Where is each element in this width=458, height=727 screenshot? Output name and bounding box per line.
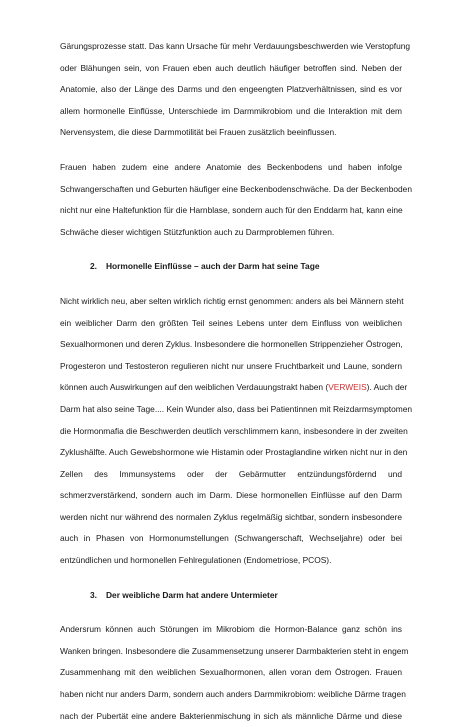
paragraph-pelvic-floor (60, 157, 412, 243)
text-line: die Hormonmafia die Beschwerden deutlich verschlimmern kann, insbesondere in der zweiten (60, 425, 408, 436)
text-line: Nicht wirklich neu, aber selten wirklich richtig ernst genommen: anders als bei Männern steht (60, 295, 404, 306)
text-line: nach der Pubertät eine andere Bakterienmischung in sich als männliche Därme und diese (60, 710, 402, 721)
text-line: werden nicht nur während des normalen Zyklus regelmäßig sichtbar, sondern insbesondere (60, 511, 402, 522)
text-line: entzündlichen und hormonellen Fehlregulationen (Endometriose, PCOS). (60, 555, 332, 566)
text-line: Andersrum können auch Störungen im Mikrobiom die Hormon-Balance ganz schön ins (60, 624, 402, 635)
text-line: schmerzverstärkend, sondern auch im Darm. Diese hormonellen Einflüsse auf den Darm (60, 490, 402, 501)
section-title: Hormonelle Einflüsse – auch der Darm hat seine Tage (106, 261, 320, 272)
paragraph-digestion (60, 36, 411, 144)
text-line: ein weiblicher Darm den größten Teil seines Lebens unter dem Einfluss von weiblichen (60, 317, 402, 328)
text-line: Schwäche dieser wichtigen Stützfunktion auch zu Darmproblemen führen. (60, 226, 335, 237)
text-line: Wanken bringen. Insbesondere die Zusammensetzung unserer Darmbakterien steht in engem (60, 645, 409, 656)
text-line: Progesteron und Testosteron regulieren nicht nur unsere Fruchtbarkeit und Laune, sondern (60, 360, 402, 371)
text-fragment: ). Auch der (366, 382, 408, 393)
text-line: Darm hat also seine Tage.... Kein Wunder also, dass bei Patientinnen mit Reizdarmsymptomen (60, 403, 413, 414)
text-line: Anatomie, also der Länge des Darms und den engeengten Platzverhältnissen, sind es vor (60, 84, 402, 95)
text-line: Zusammenhang mit den weiblichen Sexualhormonen, allen voran dem Östrogen. Frauen (60, 667, 402, 678)
text-line: haben nicht nur anders Darm, sondern auch anders Darmmikrobiom: weibliche Därme tragen (60, 689, 406, 700)
text-line: auch in Phasen von Hormonumstellungen (Schwangerschaft, Wechseljahre) oder bei (60, 533, 402, 544)
section-heading-microbiome (60, 585, 402, 607)
paragraph-hormones (60, 291, 413, 572)
paragraph-microbiome (60, 619, 409, 727)
text-line-with-reference (60, 377, 408, 399)
text-line: Nervensystem, die diese Darmmotilität bei Frauen zusätzlich beeinflussen. (60, 127, 337, 138)
text-line: Zellen des Immunsystems oder der Gebärmutter entzündungsfördernd und (60, 468, 402, 479)
text-line: Sexualhormonen und deren Zyklus. Insbesondere die hormonellen Strippenzieher Östrogen, (60, 339, 403, 350)
section-number: 2. (90, 261, 97, 272)
text-line: Schwangerschaften und Geburten häufiger eine Beckenbodenschwäche. Da der Beckenboden (60, 183, 412, 194)
reference-link[interactable]: VERWEIS (328, 382, 367, 393)
section-heading-hormones (60, 256, 402, 278)
section-title: Der weibliche Darm hat andere Untermieter (106, 589, 278, 600)
text-line: nicht nur eine Haltefunktion für die Harnblase, sondern auch für den Enddarm hat, kann eine (60, 205, 403, 216)
text-line: oder Blähungen sein, von Frauen eben auch deutlich häufiger betroffen sind. Neben der (60, 62, 402, 73)
section-number: 3. (90, 589, 97, 600)
text-line: Gärungsprozesse statt. Das kann Ursache für mehr Verdauungsbeschwerden wie Verstopfung (60, 41, 411, 51)
text-line: Frauen haben zudem eine andere Anatomie des Beckenbodens und haben infolge (60, 161, 402, 172)
text-line: allem hormonelle Einflüsse, Unterschiede im Darmmikrobiom und die Interaktion mit dem (60, 105, 402, 116)
text-fragment: können auch Auswirkungen auf den weiblichen Verdauungstrakt haben ( (60, 382, 329, 393)
text-line: Zyklushälfte. Auch Gewebshormone wie Histamin oder Prostaglandine wirken nicht nur in den (60, 447, 408, 458)
